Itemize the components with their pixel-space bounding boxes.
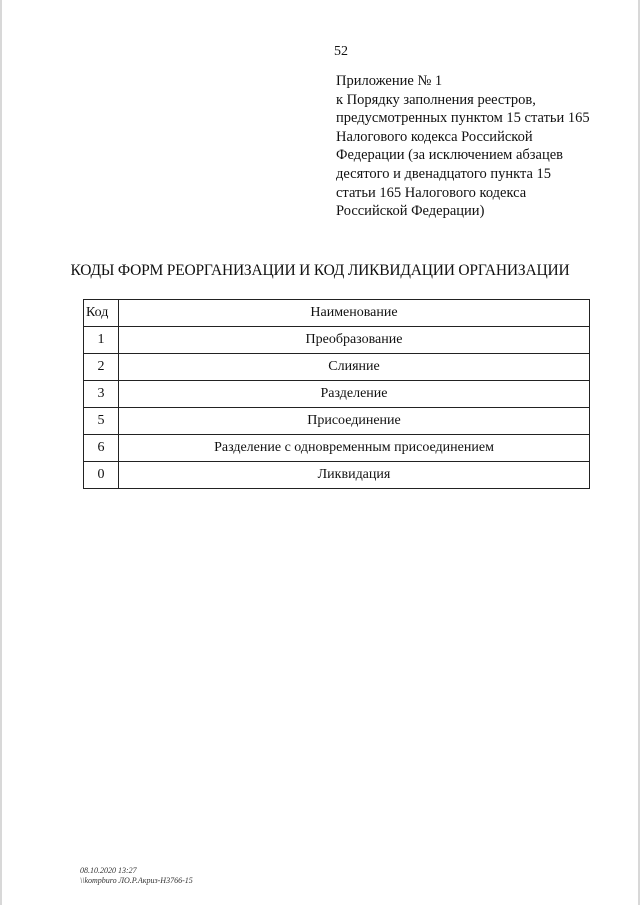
row-name: Разделение: [119, 381, 590, 408]
row-code: 2: [84, 354, 119, 381]
header-code: Код: [84, 300, 119, 327]
appendix-line: Налогового кодекса Российской: [336, 128, 533, 145]
table-row: [84, 435, 590, 462]
header-name: Наименование: [119, 300, 590, 327]
row-code: 1: [84, 327, 119, 354]
page-number: 52: [334, 44, 348, 59]
table-row: [84, 327, 590, 354]
footer-path: \\kompburo ЛО.Р.Акриз-Н3766-15: [80, 876, 193, 885]
table-row: [84, 354, 590, 381]
row-code: 6: [84, 435, 119, 462]
row-name: Присоединение: [119, 408, 590, 435]
row-code: 3: [84, 381, 119, 408]
appendix-line: Приложение № 1: [336, 73, 443, 89]
appendix-line: Российской Федерации): [336, 203, 485, 220]
appendix-line: статьи 165 Налогового кодекса: [336, 184, 527, 201]
table-row: [84, 462, 590, 489]
row-code: 0: [84, 462, 119, 489]
table-row: [84, 408, 590, 435]
footer-stamp: [80, 866, 193, 886]
row-name: Слияние: [119, 354, 590, 381]
appendix-header: [336, 72, 626, 221]
row-name: Ликвидация: [119, 462, 590, 489]
footer-timestamp: 08.10.2020 13:27: [80, 866, 137, 875]
row-name: Разделение с одновременным присоединением: [119, 435, 590, 462]
row-name: Преобразование: [119, 327, 590, 354]
table-header-row: [84, 300, 590, 327]
appendix-line: предусмотренных пунктом 15 статьи 165: [336, 110, 590, 127]
row-code: 5: [84, 408, 119, 435]
appendix-line: Федерации (за исключением абзацев: [336, 147, 563, 164]
appendix-line: к Порядку заполнения реестров,: [336, 91, 536, 108]
appendix-line: десятого и двенадцатого пункта 15: [336, 165, 552, 182]
scan-edge-left: [0, 0, 2, 905]
document-title: КОДЫ ФОРМ РЕОРГАНИЗАЦИИ И КОД ЛИКВИДАЦИИ ОРГАНИЗАЦИИ: [70, 262, 570, 279]
table-row: [84, 381, 590, 408]
codes-table: [83, 299, 590, 489]
